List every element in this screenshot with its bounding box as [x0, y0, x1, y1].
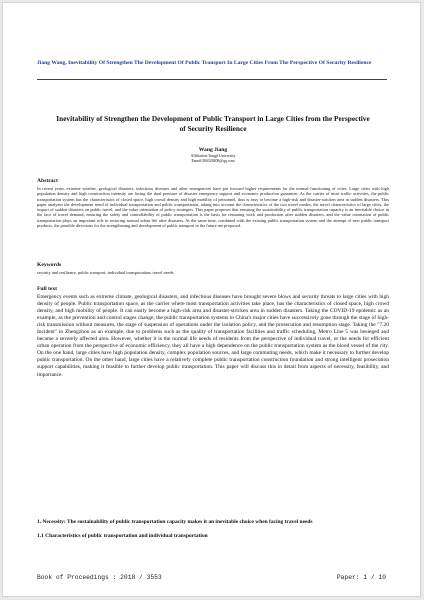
- header-rule: [37, 79, 387, 80]
- author-email: Email:394328408@qq.com: [191, 159, 235, 163]
- footer-page-number: Paper: 1 / 10: [336, 574, 386, 581]
- section-1-heading: 1. Necessity: The sustainability of public transportation capacity makes it an inevitable choice when facing travel needs: [37, 519, 313, 525]
- keywords-text: security and resilience, public transport, individual transportation, travel needs: [37, 270, 174, 275]
- abstract-text: In recent years, extreme weather, geological disasters, infectious diseases and other emergencies have put forward higher requirements for the normal functioning of cities. Large cities with high population density and high construction intensity are facing the dual pressure of disaster emergency support and economic production guarantee. As the carrier of most traffic activities, the public transportation system has the characteristics of closed space, high crowd density and high mobility of personnel, thus is easy to become a high-risk and disaster-stricken area in sudden disasters. This paper analyzes the development trend of individual transportation and public transportation, taking into account the characteristics of the two travel modes, the travel characteristics of large cities, the impact of sudden disasters on public travel, and the value orientation of policy strategies. This paper proposes that ensuring the sustainability of public transportation capacity is an inevitable choice in the face of travel demand; ensuring the safety and controllability of public transportation is the basis for resuming work and production after sudden disasters, and the value orientation of public transportation plays an important role in restoring normal urban life after disasters. At the same time, combined with the existing public transportation system and the attempt of new public transport products, the possible directions for the strengthening and development of public transport in the future are proposed.: [37, 186, 389, 228]
- fulltext-heading: Full text: [37, 286, 58, 292]
- fulltext-body: Emergency events such as extreme climate, geological disasters, and infectious diseases have brought severe blows and security threats to large cities with high density of people. Public transportation space, as the carrier where most transportation activities take place, has the characteristics of closed space, high crowd density, and high mobility of people. It can easily become a high-risk area and disaster-stricken area in sudden disasters. Taking the COVID-19 epidemic as an example, as the prevention and control stages change, the public transportation systems in China's major cities have successively gone through the stage of high-risk transmission without measures, the stage of suspension of operations under the isolation policy, and the prosecution and resumption stage. Taking the "7.20 Incident" in Zhengzhou as an example, due to problems such as the quality of transportation facilities and traffic scheduling, Metro Line 5 was besieged and became a severely affected area. However, whether it is the normal life needs of residents from the perspective of individual travel, or the needs for efficient urban operation from the perspective of economic efficiency, they all have a high dependence on the public transportation system as the blood vessel of the city. On the one hand, large cities have high population density, complex population sources, and large commuting needs, which make it necessary to further develop public transportation. On the other hand, large cities have a relatively complete public transportation construction foundation and strong intelligent prosecution support capabilities, making it feasible to further develop public transportation. This paper will discuss this in detail from aspects of necessity, feasibility, and importance.: [37, 294, 389, 378]
- abstract-heading: Abstract: [37, 178, 58, 184]
- paper-page: [2, 2, 421, 597]
- author-affiliation: Affiliation:Tongji University: [190, 154, 236, 158]
- running-header: Jiang Wang, Inevitability Of Strengthen The Development Of Public Transport In Large Cities From The Perspective Of Security Resilience: [37, 60, 372, 66]
- paper-title: Inevitability of Strengthen the Development of Public Transport in Large Cities from the Perspective of Security Resilience: [56, 114, 370, 133]
- section-1-1-heading: 1.1 Characteristics of public transportation and individual transportation: [37, 533, 208, 539]
- author-block: [93, 147, 333, 164]
- author-name: Wang Jiang: [198, 147, 228, 153]
- footer-proceedings: Book of Proceedings : 2018 / 3553: [37, 574, 162, 581]
- keywords-heading: Keywords: [37, 262, 62, 268]
